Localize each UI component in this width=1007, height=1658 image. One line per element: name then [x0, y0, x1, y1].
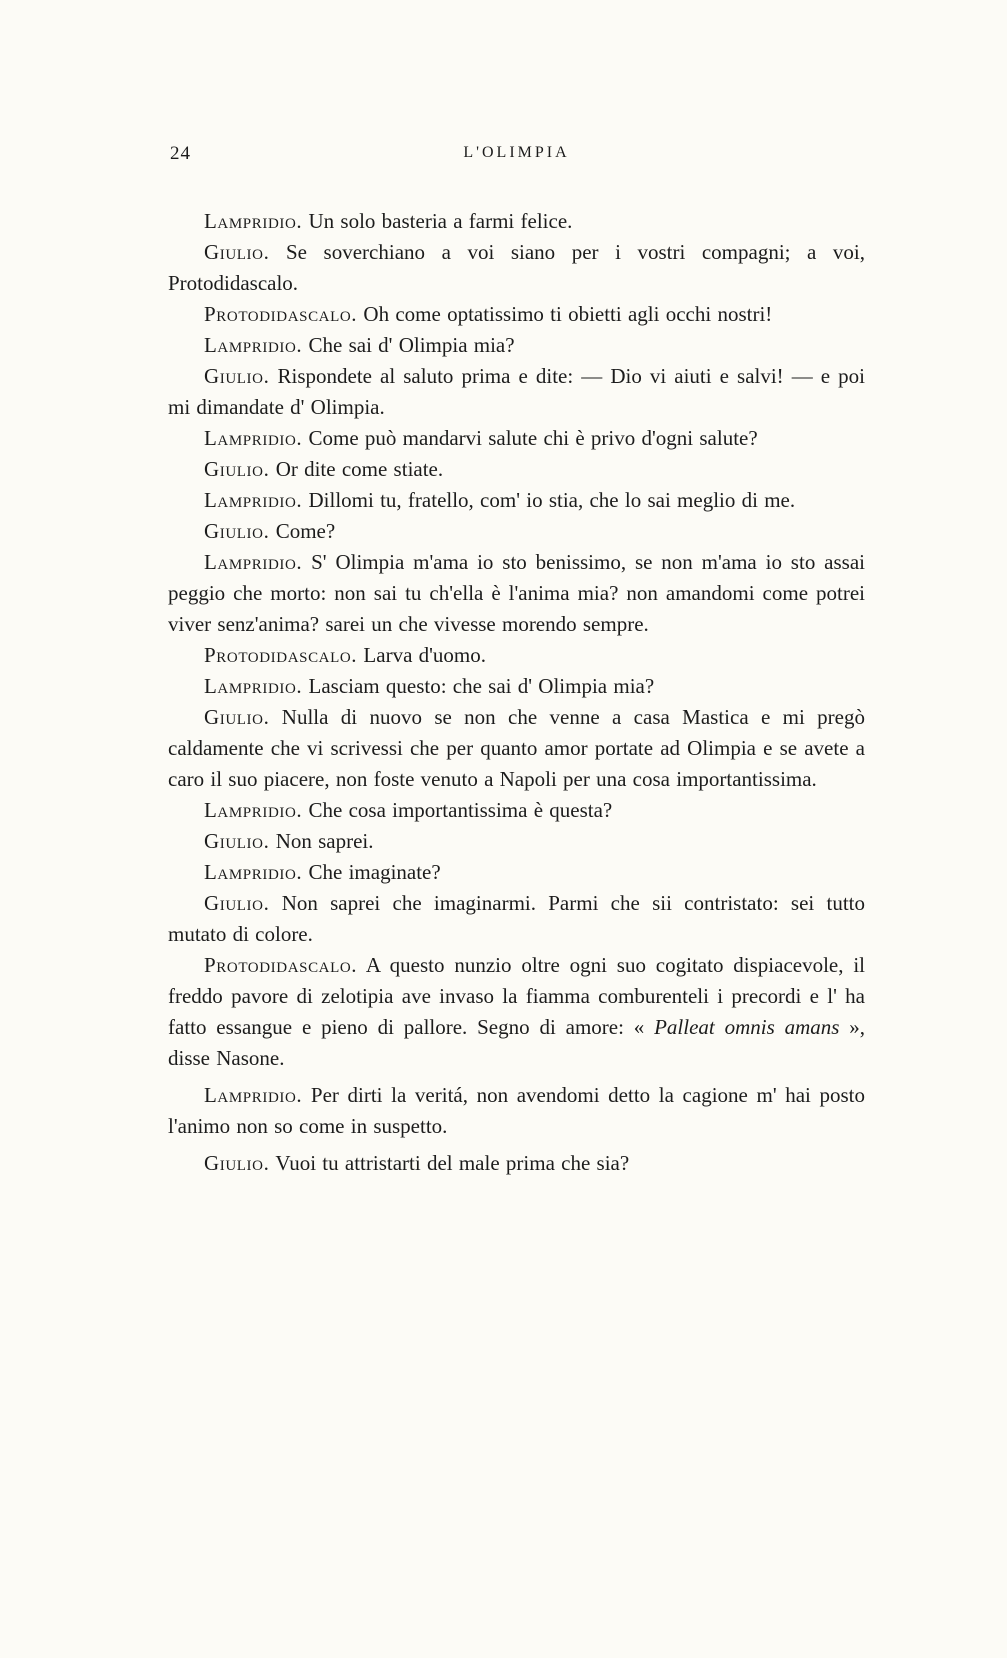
speech-text: A questo nunzio oltre ogni suo cogitato dispiacevole, il freddo pavore di zelotipia ave invaso la fiamma comburenteli i precordi e l' ha fatto essangue e pieno di pallore. Segno di amore: «	[168, 953, 865, 1039]
speech-text: Che cosa importantissima è questa?	[308, 798, 613, 822]
speech-text: S' Olimpia m'ama io sto benissimo, se non m'ama io sto assai peggio che morto: non sai tu ch'ella è l'anima mia? non amandomi come potrei viver senz'anima? sarei un che vivesse morendo sempre.	[168, 550, 865, 636]
speaker-name: Lampridio.	[204, 426, 303, 450]
speech-text: Non saprei che imaginarmi. Parmi che sii contristato: sei tutto mutato di colore.	[168, 891, 865, 946]
speech-paragraph	[168, 361, 865, 423]
speech-paragraph	[168, 888, 865, 950]
speaker-name: Lampridio.	[204, 860, 303, 884]
speech-paragraph	[168, 671, 865, 702]
speech-paragraph	[168, 826, 865, 857]
speech-text: Per dirti la veritá, non avendomi detto la cagione m' hai posto l'animo non so come in suspetto.	[168, 1083, 866, 1138]
speaker-name: Giulio.	[204, 891, 270, 915]
speech-paragraph	[168, 454, 865, 485]
speech-paragraph	[168, 423, 865, 454]
speech-paragraph	[168, 950, 865, 1074]
speaker-name: Lampridio.	[204, 488, 303, 512]
speech-text: Lasciam questo: che sai d' Olimpia mia?	[308, 674, 655, 698]
speech-text-after: », disse Nasone.	[168, 1015, 866, 1070]
speech-text: Dillomi tu, fratello, com' io stia, che lo sai meglio di me.	[308, 488, 796, 512]
speaker-name: Lampridio.	[204, 550, 303, 574]
speech-paragraph	[168, 857, 865, 888]
text-block	[168, 140, 865, 1179]
speech-text: Non saprei.	[275, 829, 374, 853]
speaker-name: Protodidascalo.	[204, 953, 358, 977]
speech-paragraph	[168, 640, 865, 671]
speaker-name: Giulio.	[204, 1151, 270, 1175]
speaker-name: Lampridio.	[204, 798, 303, 822]
page-number: 24	[170, 143, 191, 164]
speech-text: Nulla di nuovo se non che venne a casa Mastica e mi pregò caldamente che vi scrivessi che per quanto amor portate ad Olimpia e se avete a caro il suo piacere, non foste venuto a Napoli per una cosa importantissima.	[168, 705, 865, 791]
speaker-name: Protodidascalo.	[204, 643, 358, 667]
speaker-name: Lampridio.	[204, 209, 303, 233]
running-title: L'OLIMPIA	[463, 144, 570, 161]
speaker-name: Giulio.	[204, 705, 270, 729]
speaker-name: Lampridio.	[204, 333, 303, 357]
speaker-name: Giulio.	[204, 364, 270, 388]
speech-text: Larva d'uomo.	[363, 643, 487, 667]
speaker-name: Giulio.	[204, 240, 270, 264]
speech-text: Oh come optatissimo ti obietti agli occhi nostri!	[363, 302, 773, 326]
speech-paragraph	[168, 1148, 865, 1179]
speech-paragraph	[168, 516, 865, 547]
speech-paragraph	[168, 485, 865, 516]
speech-text: Che sai d' Olimpia mia?	[308, 333, 515, 357]
speaker-name: Giulio.	[204, 519, 270, 543]
speech-text: Or dite come stiate.	[275, 457, 444, 481]
speech-paragraph	[168, 795, 865, 826]
speech-text: Come può mandarvi salute chi è privo d'ogni salute?	[308, 426, 758, 450]
speech-paragraph	[168, 299, 865, 330]
speaker-name: Giulio.	[204, 829, 270, 853]
speech-paragraph	[168, 1080, 865, 1142]
speech-text: Che imaginate?	[308, 860, 441, 884]
running-header	[168, 140, 865, 166]
speech-text: Se soverchiano a voi siano per i vostri compagni; a voi, Protodidascalo.	[168, 240, 866, 295]
speech-text: Rispondete al saluto prima e dite: — Dio vi aiuti e salvi! — e poi mi dimandate d' Olimpia.	[168, 364, 865, 419]
speech-paragraph	[168, 547, 865, 640]
speaker-name: Lampridio.	[204, 1083, 303, 1107]
speech-paragraph	[168, 330, 865, 361]
speech-text: Vuoi tu attristarti del male prima che sia?	[275, 1151, 630, 1175]
speech-paragraph	[168, 237, 865, 299]
speech-text: Un solo basteria a farmi felice.	[308, 209, 573, 233]
speech-text: Come?	[275, 519, 336, 543]
speaker-name: Lampridio.	[204, 674, 303, 698]
speech-paragraph	[168, 702, 865, 795]
speech-paragraph	[168, 206, 865, 237]
speaker-name: Giulio.	[204, 457, 270, 481]
speaker-name: Protodidascalo.	[204, 302, 358, 326]
latin-quote: Palleat omnis amans	[654, 1015, 840, 1039]
